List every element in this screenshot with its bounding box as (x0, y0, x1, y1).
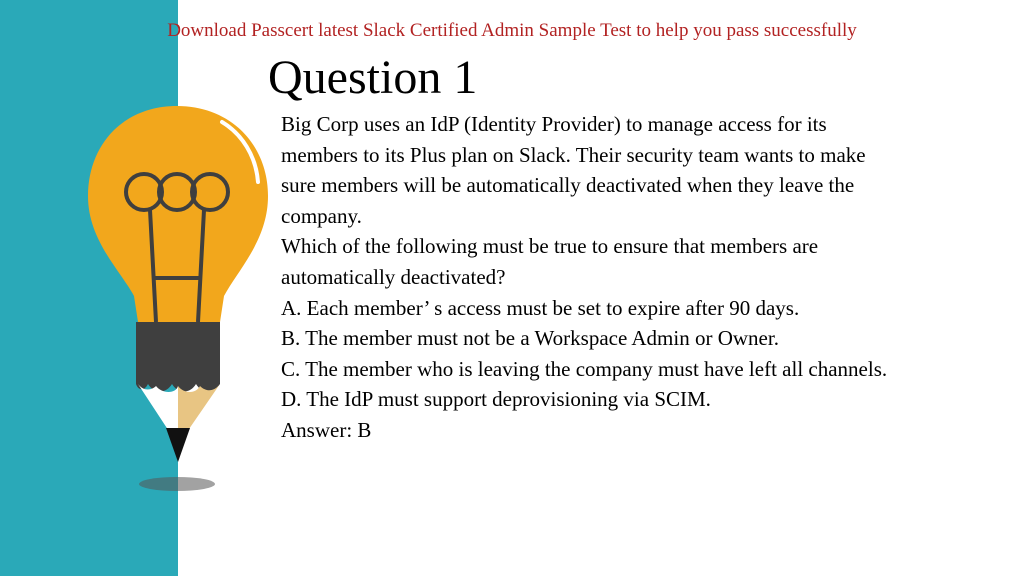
question-line: automatically deactivated? (281, 264, 506, 289)
option-d: D. The IdP must support deprovisioning via SCIM. (281, 387, 711, 412)
lightbulb-pencil-icon (72, 100, 282, 500)
option-b: B. The member must not be a Workspace Admin or Owner. (281, 326, 779, 351)
question-title: Question 1 (268, 51, 478, 104)
answer-line: Answer: B (281, 417, 372, 442)
question-line: members to its Plus plan on Slack. Their security team wants to make (281, 142, 866, 167)
option-a: A. Each member’ s access must be set to expire after 90 days. (281, 295, 800, 320)
question-body (281, 109, 1011, 446)
question-line: company. (281, 203, 362, 228)
promo-banner: Download Passcert latest Slack Certified Admin Sample Test to help you pass successfully (167, 20, 857, 41)
option-c: C. The member who is leaving the company must have left all channels. (281, 356, 888, 381)
question-line: Big Corp uses an IdP (Identity Provider) to manage access for its (281, 112, 827, 136)
question-line: sure members will be automatically deactivated when they leave the (281, 173, 855, 198)
question-line: Which of the following must be true to ensure that members are (281, 234, 819, 259)
